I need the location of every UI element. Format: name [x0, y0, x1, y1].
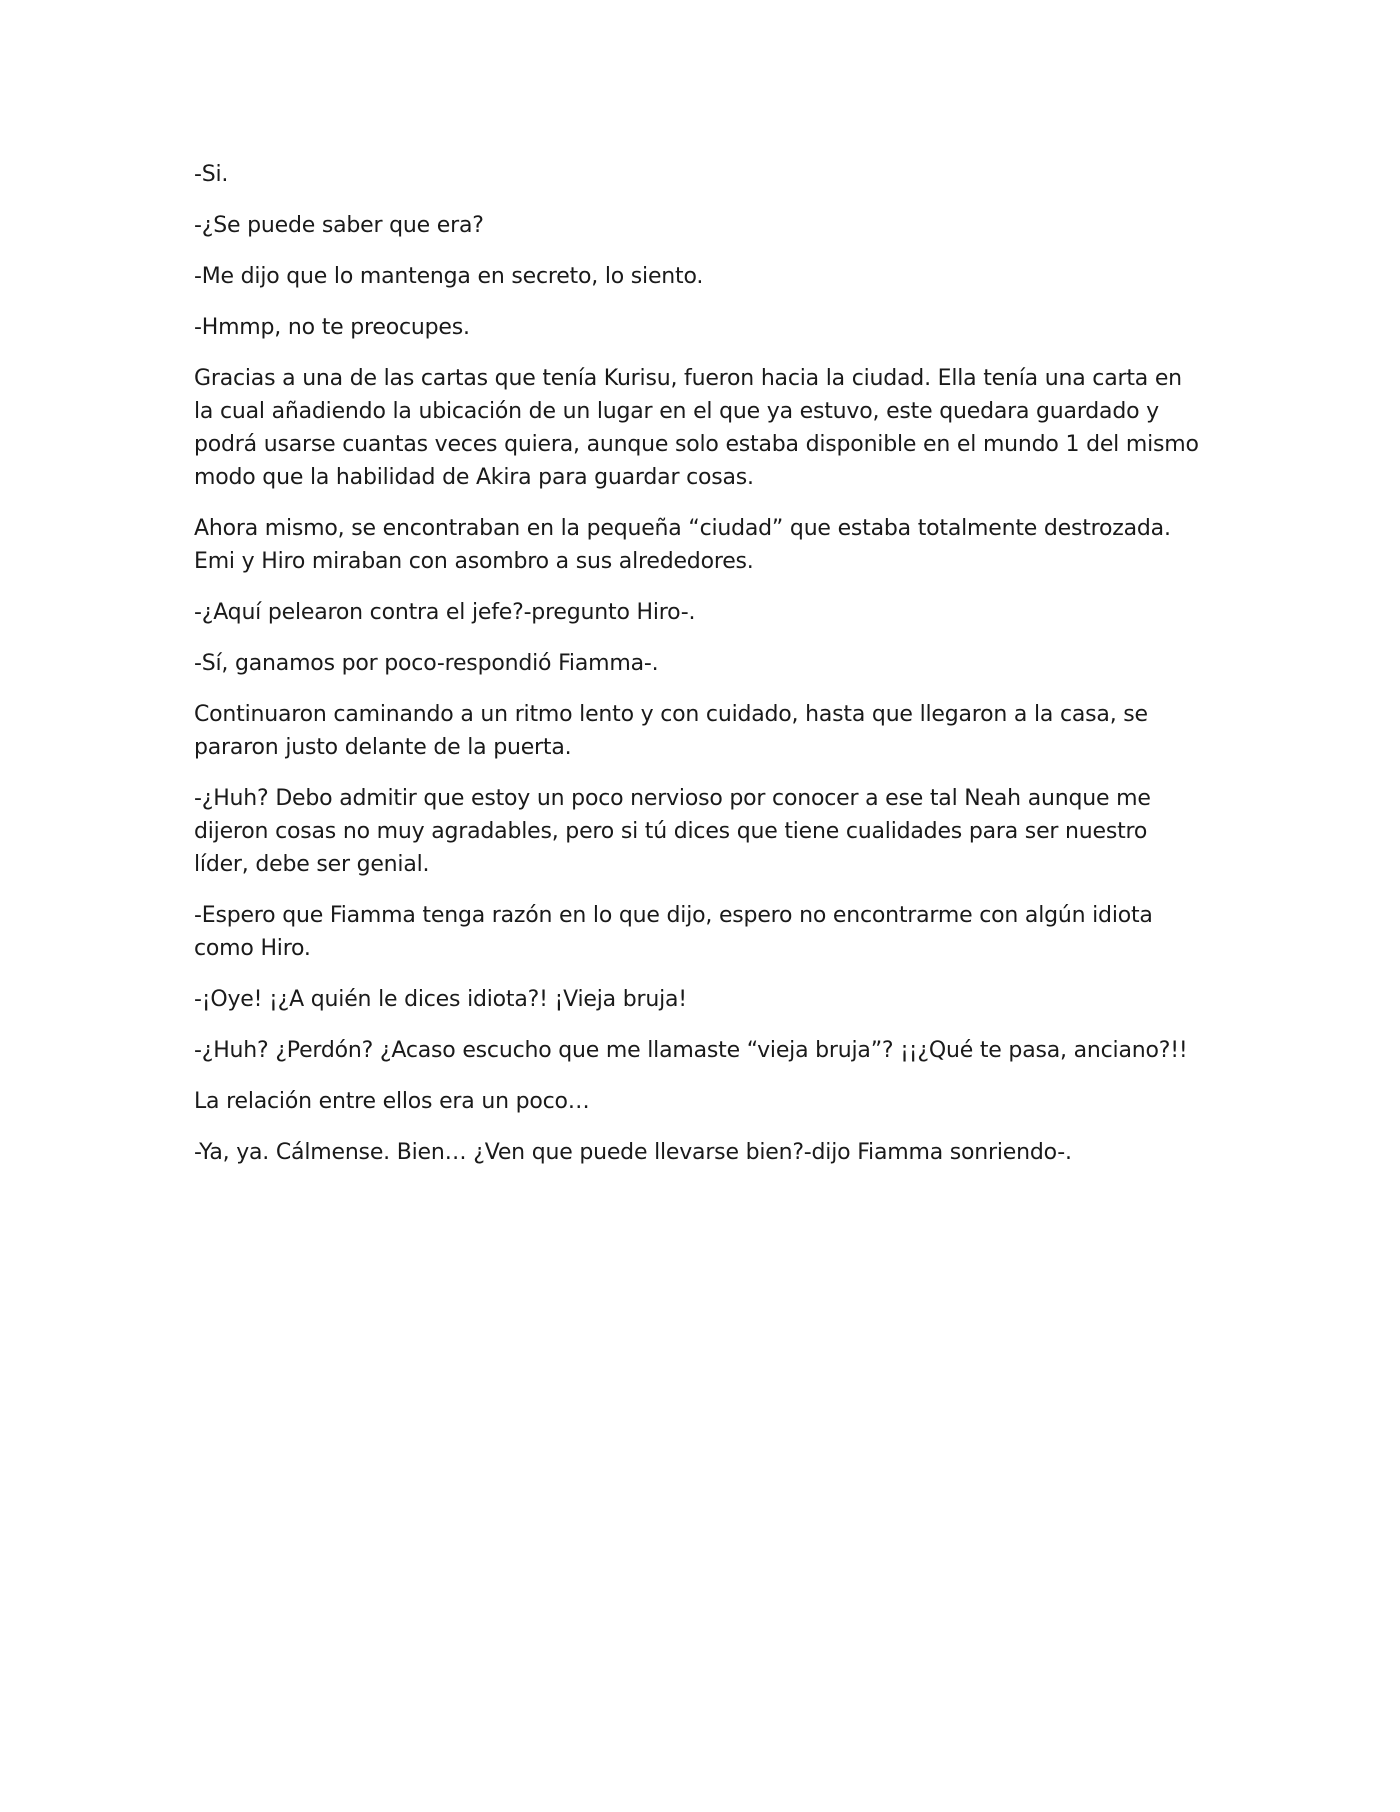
paragraph: -¡Oye! ¡¿A quién le dices idiota?! ¡Vieja bruja! [194, 987, 687, 1012]
paragraph: -¿Huh? ¿Perdón? ¿Acaso escucho que me llamaste “vieja bruja”? ¡¡¿Qué te pasa, anciano?!! [194, 1038, 1188, 1063]
paragraph: Gracias a una de las cartas que tenía Kurisu, fueron hacia la ciudad. Ella tenía una carta en la cual añadiendo la ubicación de un lugar en el que ya estuvo, este quedara guardado y podrá usarse cuantas veces quiera, aunque solo estaba disponible en el mundo 1 del mismo modo que la habilidad de Akira para guardar cosas. [194, 366, 1199, 490]
paragraph: -¿Huh? Debo admitir que estoy un poco nervioso por conocer a ese tal Neah aunque me dijeron cosas no muy agradables, pero si tú dices que tiene cualidades para ser nuestro líder, debe ser genial. [194, 786, 1151, 877]
paragraph: -Me dijo que lo mantenga en secreto, lo siento. [194, 264, 704, 289]
paragraph: -Si. [194, 162, 229, 187]
paragraph: -Ya, ya. Cálmense. Bien… ¿Ven que puede llevarse bien?-dijo Fiamma sonriendo-. [194, 1140, 1072, 1165]
paragraph: Ahora mismo, se encontraban en la pequeña “ciudad” que estaba totalmente destrozada. Emi y Hiro miraban con asombro a sus alrededores. [194, 516, 1171, 574]
paragraph: Continuaron caminando a un ritmo lento y con cuidado, hasta que llegaron a la casa, se pararon justo delante de la puerta. [194, 702, 1148, 760]
paragraph: -¿Aquí pelearon contra el jefe?-pregunto Hiro-. [194, 600, 696, 625]
paragraph: -¿Se puede saber que era? [194, 213, 484, 238]
paragraph: La relación entre ellos era un poco… [194, 1089, 590, 1114]
paragraph: -Espero que Fiamma tenga razón en lo que dijo, espero no encontrarme con algún idiota como Hiro. [194, 903, 1153, 961]
paragraph: -Hmmp, no te preocupes. [194, 315, 470, 340]
paragraph: -Sí, ganamos por poco-respondió Fiamma-. [194, 651, 659, 676]
document-body [194, 158, 1204, 1187]
